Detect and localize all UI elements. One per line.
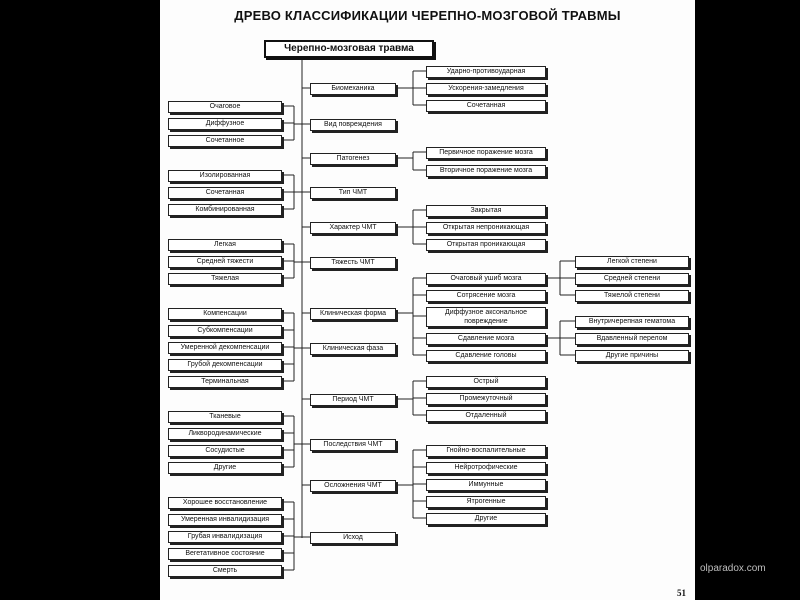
leaf-node: Сочетанная xyxy=(426,100,546,112)
category-node: Вид повреждения xyxy=(310,119,396,131)
watermark-url: olparadox.com xyxy=(700,563,766,574)
diagram-title: ДРЕВО КЛАССИФИКАЦИИ ЧЕРЕПНО-МОЗГОВОЙ ТРАВМЫ xyxy=(234,8,621,23)
leaf-node: Сочетанное xyxy=(168,135,282,147)
page-number: 51 xyxy=(677,588,686,598)
leaf-node: Диффузное xyxy=(168,118,282,130)
leaf-node: Сочетанная xyxy=(168,187,282,199)
leaf-node: Острый xyxy=(426,376,546,388)
leaf-node: Очаговый ушиб мозга xyxy=(426,273,546,285)
leaf-node: Вдавленный перелом xyxy=(575,333,689,345)
category-node: Патогенез xyxy=(310,153,396,165)
category-node: Биомеханика xyxy=(310,83,396,95)
leaf-node: Смерть xyxy=(168,565,282,577)
leaf-node: Ликвородинамические xyxy=(168,428,282,440)
leaf-node: Сосудистые xyxy=(168,445,282,457)
leaf-node: Комбинированная xyxy=(168,204,282,216)
leaf-node: Тяжелая xyxy=(168,273,282,285)
leaf-node: Тяжелой степени xyxy=(575,290,689,302)
document-page xyxy=(160,0,695,600)
leaf-node: Ударно-противоударная xyxy=(426,66,546,78)
category-node: Период ЧМТ xyxy=(310,394,396,406)
leaf-node: Грубая инвалидизация xyxy=(168,531,282,543)
leaf-node: Тканевые xyxy=(168,411,282,423)
leaf-node: Диффузное аксональное повреждение xyxy=(426,307,546,327)
leaf-node: Легкая xyxy=(168,239,282,251)
category-node: Характер ЧМТ xyxy=(310,222,396,234)
leaf-node: Закрытая xyxy=(426,205,546,217)
leaf-node: Другие причины xyxy=(575,350,689,362)
leaf-node: Промежуточный xyxy=(426,393,546,405)
category-node: Клиническая форма xyxy=(310,308,396,320)
leaf-node: Гнойно-воспалительные xyxy=(426,445,546,457)
leaf-node: Изолированная xyxy=(168,170,282,182)
leaf-node: Средней степени xyxy=(575,273,689,285)
leaf-node: Вегетативное состояние xyxy=(168,548,282,560)
root-node: Черепно-мозговая травма xyxy=(264,40,434,58)
leaf-node: Ятрогенные xyxy=(426,496,546,508)
category-node: Последствия ЧМТ xyxy=(310,439,396,451)
leaf-node: Сдавление головы xyxy=(426,350,546,362)
leaf-node: Средней тяжести xyxy=(168,256,282,268)
leaf-node: Грубой декомпенсации xyxy=(168,359,282,371)
category-node: Тип ЧМТ xyxy=(310,187,396,199)
leaf-node: Умеренная инвалидизация xyxy=(168,514,282,526)
leaf-node: Открытая непроникающая xyxy=(426,222,546,234)
leaf-node: Другие xyxy=(168,462,282,474)
leaf-node: Нейротрофические xyxy=(426,462,546,474)
leaf-node: Первичное поражение мозга xyxy=(426,147,546,159)
leaf-node: Ускорения-замедления xyxy=(426,83,546,95)
category-node: Осложнения ЧМТ xyxy=(310,480,396,492)
leaf-node: Другие xyxy=(426,513,546,525)
leaf-node: Очаговое xyxy=(168,101,282,113)
leaf-node: Внутричерепная гематома xyxy=(575,316,689,328)
leaf-node: Хорошее восстановление xyxy=(168,497,282,509)
leaf-node: Сдавление мозга xyxy=(426,333,546,345)
category-node: Клиническая фаза xyxy=(310,343,396,355)
leaf-node: Сотрясение мозга xyxy=(426,290,546,302)
leaf-node: Легкой степени xyxy=(575,256,689,268)
leaf-node: Отдаленный xyxy=(426,410,546,422)
leaf-node: Умеренной декомпенсации xyxy=(168,342,282,354)
leaf-node: Субкомпенсации xyxy=(168,325,282,337)
leaf-node: Терминальная xyxy=(168,376,282,388)
leaf-node: Открытая проникающая xyxy=(426,239,546,251)
category-node: Исход xyxy=(310,532,396,544)
category-node: Тяжесть ЧМТ xyxy=(310,257,396,269)
leaf-node: Вторичное поражение мозга xyxy=(426,165,546,177)
leaf-node: Иммунные xyxy=(426,479,546,491)
leaf-node: Компенсации xyxy=(168,308,282,320)
